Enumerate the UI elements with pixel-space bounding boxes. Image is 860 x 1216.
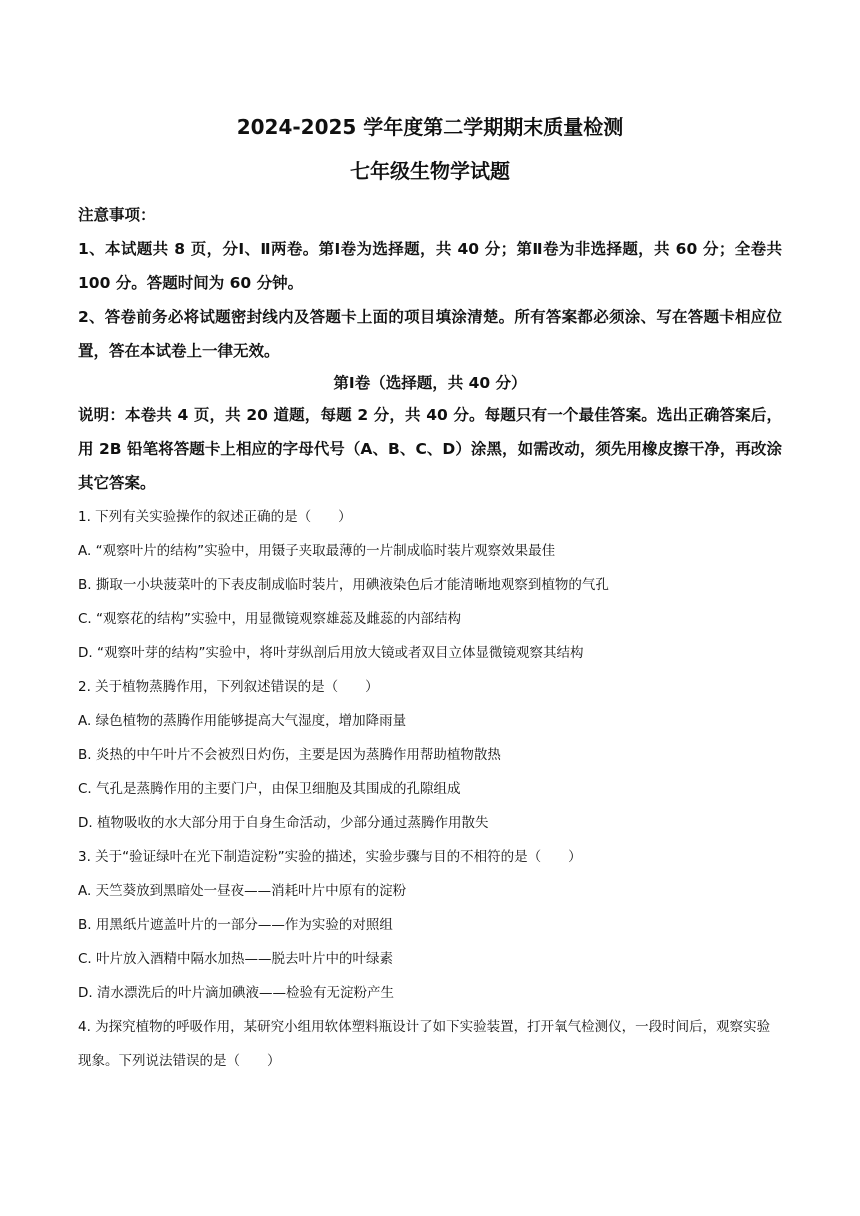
option-b: B. 用黑纸片遮盖叶片的一部分——作为实验的对照组 [78, 917, 393, 933]
option-a: A. 绿色植物的蒸腾作用能够提高大气湿度，增加降雨量 [78, 713, 407, 729]
question-stem: 2. 关于植物蒸腾作用，下列叙述错误的是（ ） [78, 679, 379, 695]
option-b: B. 炎热的中午叶片不会被烈日灼伤，主要是因为蒸腾作用帮助植物散热 [78, 747, 501, 763]
section-1-heading: 第Ⅰ卷（选择题，共 40 分） [333, 374, 527, 392]
notice-item-2: 2、答卷前务必将试题密封线内及答题卡上面的项目填涂清楚。所有答案都必须涂、写在答题卡相应位置，答在本试卷上一律无效。 [78, 308, 782, 360]
exam-subtitle: 七年级生物学试题 [350, 159, 510, 183]
option-d: D. 植物吸收的水大部分用于自身生命活动，少部分通过蒸腾作用散失 [78, 815, 489, 831]
option-c: C. “观察花的结构”实验中，用显微镜观察雄蕊及雌蕊的内部结构 [78, 611, 461, 627]
question-1 [78, 500, 782, 670]
question-stem: 3. 关于“验证绿叶在光下制造淀粉”实验的描述，实验步骤与目的不相符的是（ ） [78, 849, 582, 865]
option-c: C. 气孔是蒸腾作用的主要门户，由保卫细胞及其围成的孔隙组成 [78, 781, 461, 797]
option-a: A. 天竺葵放到黑暗处一昼夜——消耗叶片中原有的淀粉 [78, 883, 407, 899]
option-d: D. 清水漂洗后的叶片滴加碘液——检验有无淀粉产生 [78, 985, 394, 1001]
section-1-instructions: 说明：本卷共 4 页，共 20 道题，每题 2 分，共 40 分。每题只有一个最佳答案。选出正确答案后，用 2B 铅笔将答题卡上相应的字母代号（A、B、C、D）涂黑，如需改动，须先用橡皮擦干净，再改涂其它答案。 [78, 406, 782, 492]
option-b: B. 撕取一小块菠菜叶的下表皮制成临时装片，用碘液染色后才能清晰地观察到植物的气孔 [78, 577, 609, 593]
exam-title: 2024-2025 学年度第二学期期末质量检测 [236, 115, 624, 139]
option-c: C. 叶片放入酒精中隔水加热——脱去叶片中的叶绿素 [78, 951, 394, 967]
option-d: D. “观察叶芽的结构”实验中，将叶芽纵剖后用放大镜或者双目立体显微镜观察其结构 [78, 645, 584, 661]
notice-item-1: 1、本试题共 8 页，分Ⅰ、Ⅱ两卷。第Ⅰ卷为选择题，共 40 分；第Ⅱ卷为非选择题，共 60 分；全卷共 100 分。答题时间为 60 分钟。 [78, 240, 782, 292]
notice-heading: 注意事项： [78, 206, 156, 224]
question-stem: 4. 为探究植物的呼吸作用，某研究小组用软体塑料瓶设计了如下实验装置，打开氧气检测仪，一段时间后，观察实验现象。下列说法错误的是（ ） [78, 1019, 771, 1069]
question-3 [78, 840, 782, 1010]
option-a: A. “观察叶片的结构”实验中，用镊子夹取最薄的一片制成临时装片观察效果最佳 [78, 543, 556, 559]
question-2 [78, 670, 782, 840]
question-4 [78, 1010, 782, 1078]
question-stem: 1. 下列有关实验操作的叙述正确的是（ ） [78, 509, 352, 525]
